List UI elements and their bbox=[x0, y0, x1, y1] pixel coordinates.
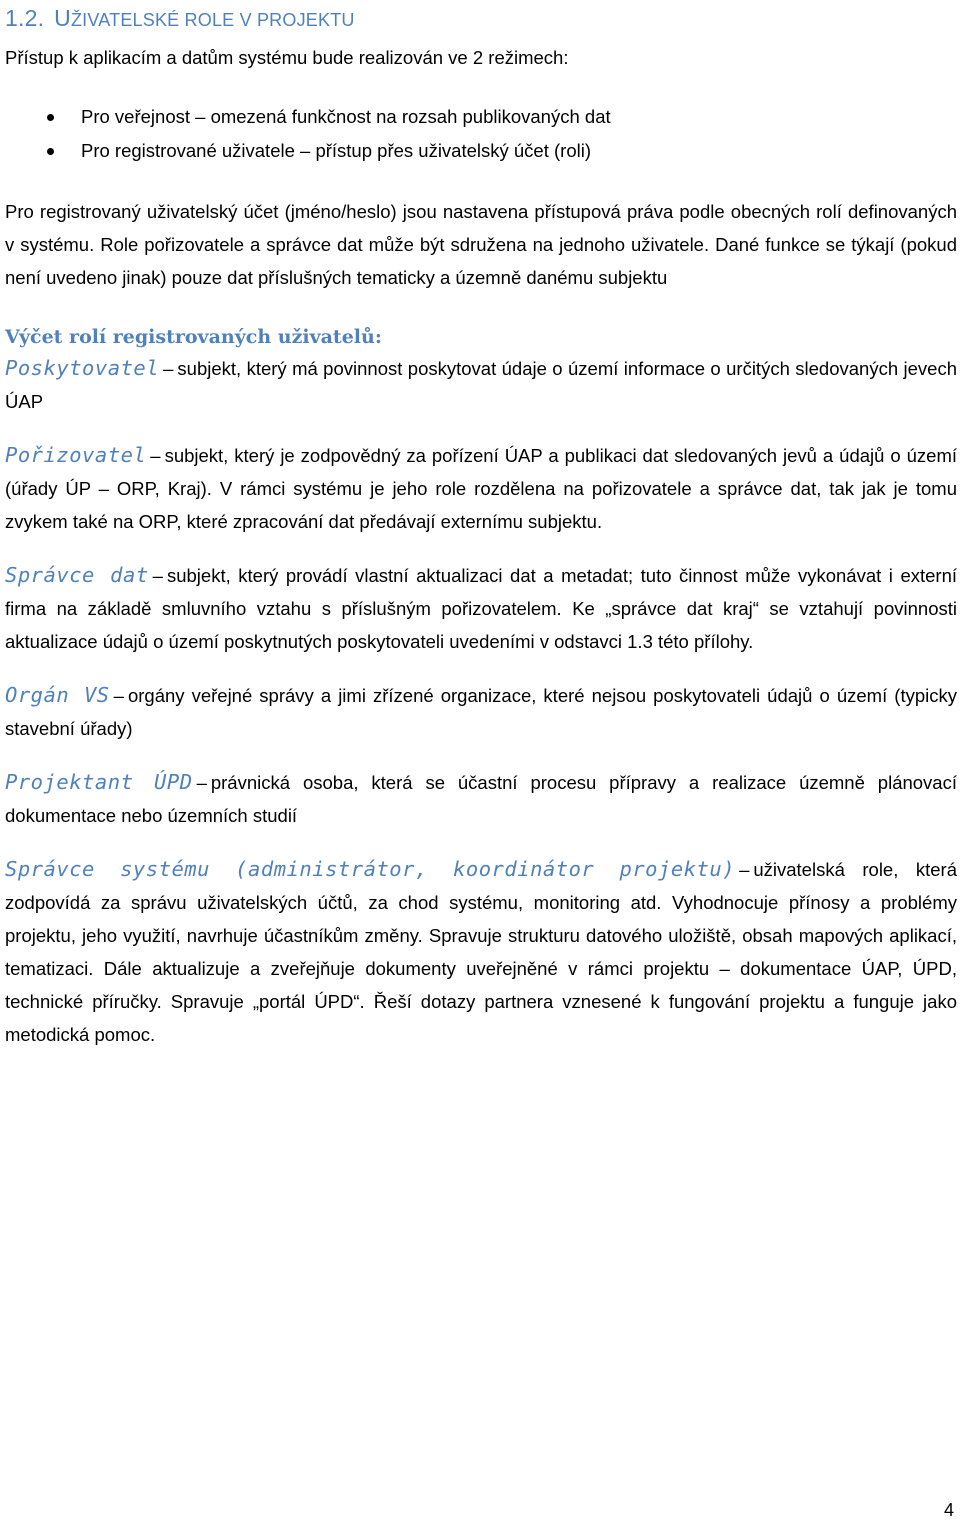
role-definition bbox=[5, 352, 957, 418]
role-term: Orgán VS bbox=[5, 683, 110, 707]
paragraph: Pro registrovaný uživatelský účet (jméno/heslo) jsou nastavena přístupová práva podle obecných rolí definovaných v systému. Role pořizovatele a správce dat může být sdružena na jednoho uživatele. Dané funkce se týkají (pokud není uvedeno jinak) pouze dat příslušných tematicky a územně danému subjektu bbox=[5, 201, 957, 288]
list-item bbox=[5, 134, 957, 168]
section-title-initial: U bbox=[54, 5, 71, 31]
role-definition bbox=[5, 559, 957, 658]
role-term: Poskytovatel bbox=[5, 356, 160, 380]
intro-text: Přístup k aplikacím a datům systému bude realizován ve 2 režimech: bbox=[5, 47, 569, 68]
role-term: Projektant ÚPD bbox=[5, 770, 193, 794]
document-page bbox=[5, 0, 957, 1051]
role-description: subjekt, který je zodpovědný za pořízení ÚAP a publikaci dat sledovaných jevů a údajů o území (úřady ÚP – ORP, Kraj). V rámci systému je jeho role rozdělena na pořizovatele a správce dat, tak jak je tomu zvykem také na ORP, které zpracování dat předávají externímu subjektu. bbox=[5, 445, 957, 532]
section-number: 1.2. bbox=[5, 5, 45, 31]
role-definition bbox=[5, 439, 957, 538]
role-description: subjekt, který má povinnost poskytovat údaje o území informace o určitých sledovaných jevech ÚAP bbox=[5, 358, 957, 412]
role-dash: – bbox=[163, 358, 174, 379]
role-definition bbox=[5, 853, 957, 1051]
roles-heading: Výčet rolí registrovaných uživatelů: bbox=[5, 326, 382, 348]
role-term: Pořizovatel bbox=[5, 443, 147, 467]
role-definition bbox=[5, 679, 957, 745]
role-dash: – bbox=[152, 565, 163, 586]
role-dash: – bbox=[150, 445, 161, 466]
role-term: Správce dat bbox=[5, 563, 149, 587]
section-heading bbox=[5, 6, 957, 32]
role-definition bbox=[5, 766, 957, 832]
section-title: ŽIVATELSKÉ ROLE V PROJEKTU bbox=[70, 10, 355, 30]
list-item-text: Pro registrované uživatele – přístup přes uživatelský účet (roli) bbox=[81, 140, 591, 161]
role-dash: – bbox=[113, 685, 124, 706]
role-description: orgány veřejné správy a jimi zřízené organizace, které nejsou poskytovateli údajů o území (typicky stavební úřady) bbox=[5, 685, 957, 739]
role-term: Správce systému (administrátor, koordinátor projektu) bbox=[5, 857, 736, 881]
role-description: uživatelská role, která zodpovídá za správu uživatelských účtů, za chod systému, monitoring atd. Vyhodnocuje přínosy a problémy projektu, jeho využití, navrhuje účastníkům změny. Spravuje strukturu datového uložiště, obsah mapových aplikací, tematizaci. Dále aktualizuje a zveřejňuje dokumenty uveřejněné v rámci projektu – dokumentace ÚAP, ÚPD, technické příručky. Spravuje „portál ÚPD“. Řeší dotazy partnera vznesené k fungování projektu a funguje jako metodická pomoc. bbox=[5, 859, 957, 1045]
list-item bbox=[5, 100, 957, 134]
page-number: 4 bbox=[943, 1500, 954, 1520]
bullet-icon bbox=[47, 114, 54, 121]
bullet-icon bbox=[47, 148, 54, 155]
role-description: subjekt, který provádí vlastní aktualizaci dat a metadat; tuto činnost může vykonávat i externí firma na základě smluvního vztahu s příslušným pořizovatelem. Ke „správce dat kraj“ se vztahují povinnosti aktualizace údajů o území poskytnutých poskytovateli uvedeními v odstavci 1.3 této přílohy. bbox=[5, 565, 957, 652]
list-item-text: Pro veřejnost – omezená funkčnost na rozsah publikovaných dat bbox=[81, 106, 611, 127]
access-mode-list bbox=[5, 100, 957, 168]
role-dash: – bbox=[196, 772, 207, 793]
role-dash: – bbox=[739, 859, 750, 880]
role-description: právnická osoba, která se účastní procesu přípravy a realizace územně plánovací dokumentace nebo územních studií bbox=[5, 772, 957, 826]
